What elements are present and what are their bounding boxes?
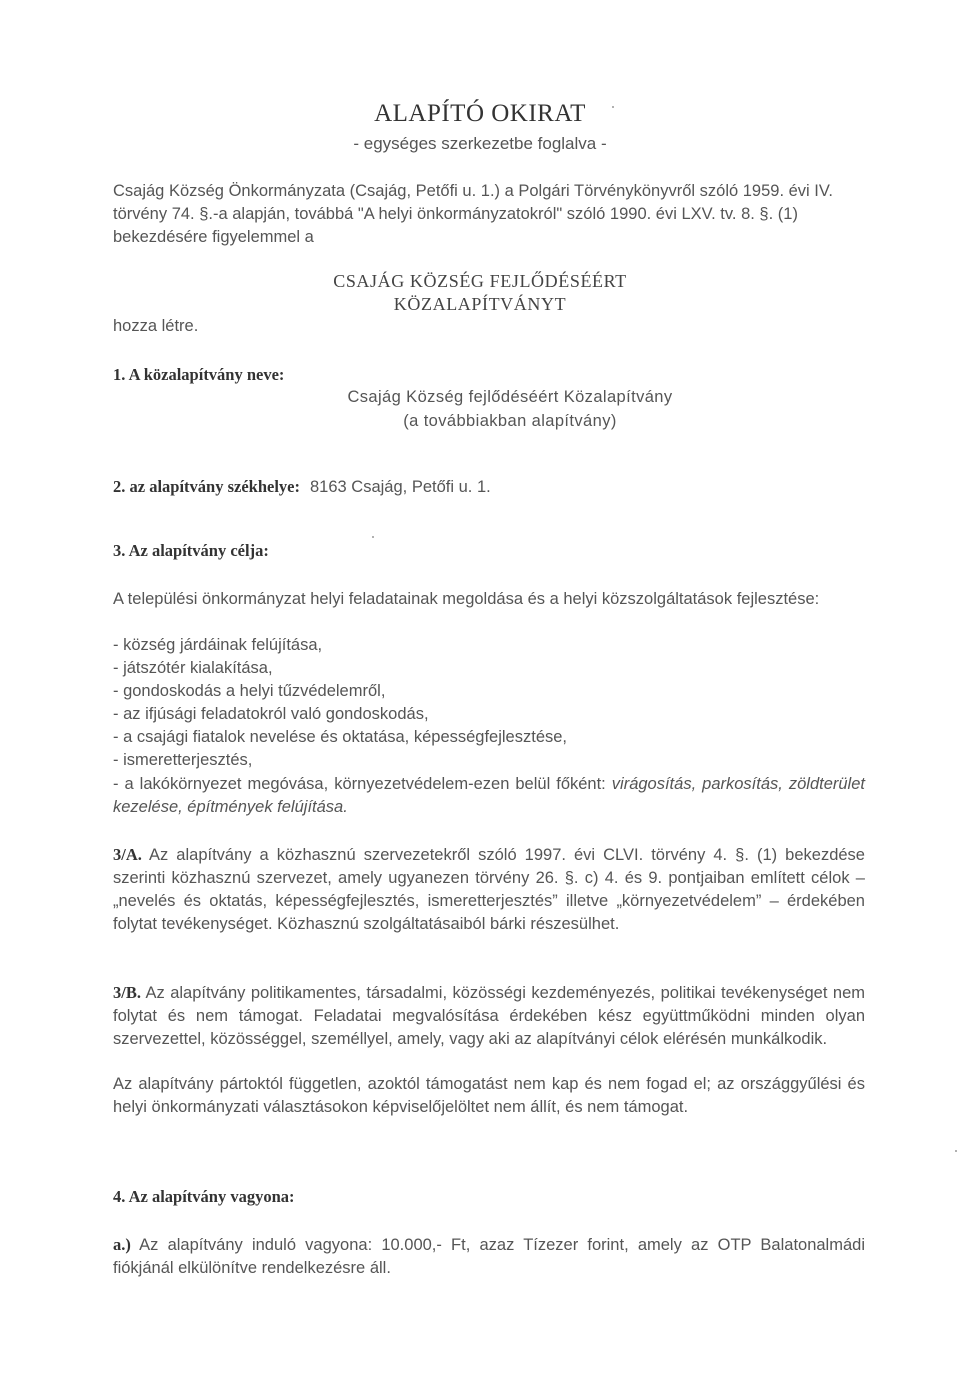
section-2-title: 2. az alapítvány székhelye:	[113, 477, 300, 496]
section-1-alias: (a továbbiakban alapítvány)	[403, 412, 617, 430]
section-3-last-item	[113, 773, 865, 819]
section-4-title: 4. Az alapítvány vagyona:	[113, 1187, 295, 1206]
section-4a-text: Az alapítvány induló vagyona: 10.000,- Ft, azaz Tízezer forint, amely az OTP Balatonalmádi fiókjánál elkülönítve rendelkezésre áll.	[113, 1236, 865, 1277]
section-1-name: Csajág Község fejlődéséért Közalapítvány	[347, 388, 673, 406]
document-subtitle: - egységes szerkezetbe foglalva -	[353, 134, 607, 153]
section-2-value: 8163 Csajág, Petőfi u. 1.	[310, 478, 491, 496]
section-4a-label: a.)	[113, 1235, 131, 1254]
intro-paragraph: Csajág Község Önkormányzata (Csajág, Petőfi u. 1.) a Polgári Törvénykönyvről szóló 1959. évi IV. törvény 74. §.-a alapján, továbbá "A helyi önkormányzatokról" szóló 1990. évi LXV. tv. 8. §. (1) bekezdésére figyelemmel a	[113, 182, 833, 246]
scan-speck	[955, 1150, 957, 1152]
section-1-title: 1. A közalapítvány neve:	[113, 365, 285, 384]
section-3b-paragraph-2: Az alapítvány pártoktól független, azoktól támogatást nem kap és nem fogad el; az országgyűlési és helyi önkormányzati választásokon képviselőjelöltet nem állít, és nem támogat.	[113, 1075, 865, 1116]
section-3a-text: Az alapítvány a közhasznú szervezetekről szóló 1997. évi CLVI. törvény 4. §. (1) bekezdése szerinti közhasznú szervezet, amely ugyanezen törvény 26. §. c) 4. és 9. pontjaiban említett célok – „nevelés és oktatás, képességfejlesztés, ismeretterjesztés” illetve „környezetvédelem” – érdekében folytat tevékenységet. Közhasznú szolgáltatásaiból bárki részesülhet.	[113, 846, 865, 933]
foundation-name-line2: KÖZALAPÍTVÁNYT	[393, 294, 567, 314]
section-3b-paragraph	[113, 981, 865, 1051]
section-2-row	[113, 477, 491, 497]
section-3-last-item-italic: virágosítás, parkosítás, zöldterület kezelése, építmények felújítása.	[113, 775, 865, 816]
section-3-lead: A települési önkormányzat helyi feladatainak megoldása és a helyi közszolgáltatások fejlesztése:	[113, 590, 820, 608]
scan-speck	[372, 536, 374, 538]
list-item: - község járdáinak felújítása,	[113, 636, 323, 654]
list-item: - az ifjúsági feladatokról való gondoskodás,	[113, 705, 429, 723]
section-3-title: 3. Az alapítvány célja:	[113, 541, 269, 560]
list-item: - játszótér kialakítása,	[113, 659, 273, 677]
section-3-last-item-lead: - a lakókörnyezet megóvása, környezetvédelem-ezen belül főként:	[113, 775, 612, 793]
list-item: - ismeretterjesztés,	[113, 751, 253, 769]
section-3a-paragraph	[113, 843, 865, 936]
list-item: - gondoskodás a helyi tűzvédelemről,	[113, 682, 386, 700]
document-title: ALAPÍTÓ OKIRAT	[374, 100, 586, 127]
scan-speck	[612, 106, 614, 108]
section-3-list	[113, 634, 865, 772]
section-3b-label: 3/B.	[113, 983, 141, 1002]
foundation-name-line1: CSAJÁG KÖZSÉG FEJLŐDÉSÉÉRT	[333, 271, 627, 291]
section-3a-label: 3/A.	[113, 845, 142, 864]
section-3b-text: Az alapítvány politikamentes, társadalmi, közösségi kezdeményezés, politikai tevékenységet nem folytat és nem támogat. Feladatai megvalósítása érdekében kész együttműködni minden olyan szervezettel, közösséggel, személlyel, amely, vagy aki az alapítványi célok elérésén munkálkodik.	[113, 984, 865, 1048]
hozza-letre-text: hozza létre.	[113, 317, 199, 335]
list-item: - a csajági fiatalok nevelése és oktatása, képességfejlesztése,	[113, 728, 568, 746]
section-4a-paragraph	[113, 1233, 865, 1280]
